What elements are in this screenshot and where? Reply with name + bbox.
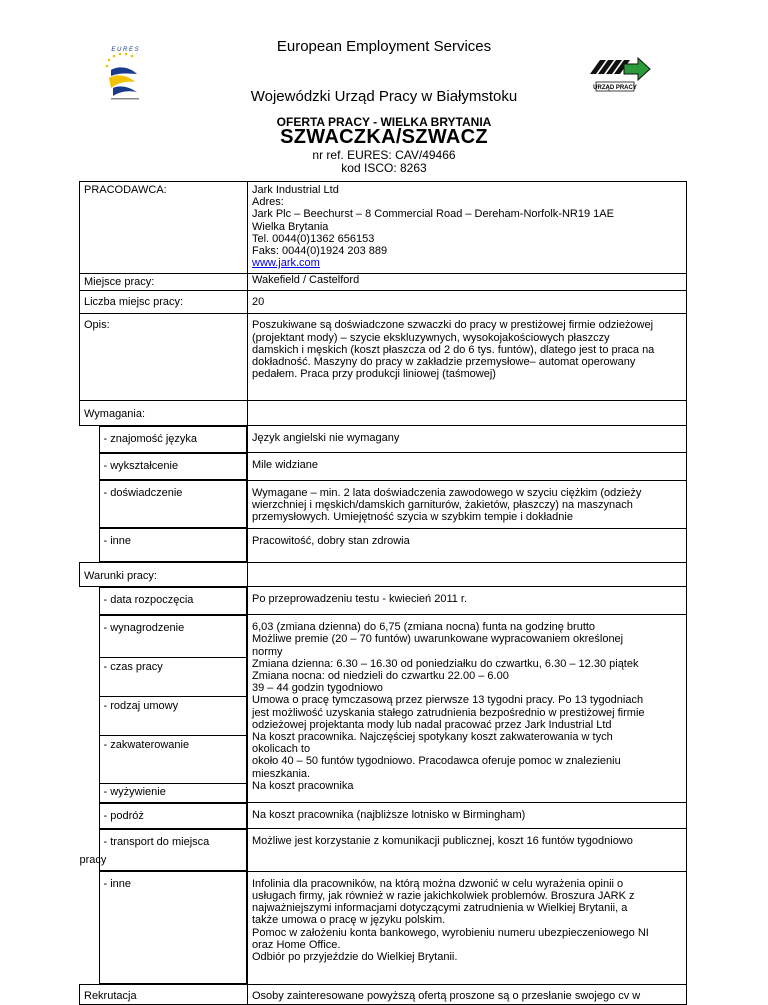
employer-label: PRACODAWCA: (84, 184, 167, 196)
req-experience-value (248, 480, 687, 528)
cond-other-line: usługach firmy, jak również w razie jakichkolwiek problemów. Broszura JARK z (252, 889, 635, 902)
cond-transport-label-2: pracy (79, 854, 107, 867)
positions-row (80, 291, 687, 314)
req-experience-row (80, 480, 687, 528)
cond-group-row (80, 615, 687, 803)
eures-ref: nr ref. EURES: CAV/49466 (312, 148, 456, 162)
cond-food-label: - wyżywienie (99, 784, 248, 803)
requirements-label: Wymagania: (80, 401, 248, 425)
isco-code: kod ISCO: 8263 (341, 161, 427, 175)
req-other-row (80, 528, 687, 563)
cond-line: 39 – 44 godzin tygodniowo (252, 682, 383, 695)
cond-line: Możliwe premie (20 – 70 funtów) uwarunkowane wypracowaniem określonej (252, 633, 624, 646)
employer-website-link[interactable]: www.jark.com (252, 257, 320, 270)
req-other-label: - inne (99, 528, 248, 562)
job-title: SZWACZKA/SZWACZ (280, 126, 488, 148)
description-line: Poszukiwane są doświadczone szwaczki do pracy w prestiżowej firmie odzieżowej (252, 319, 654, 332)
reference-block (0, 149, 768, 175)
employer-row (80, 182, 687, 274)
cond-hours-label: - czas pracy (99, 658, 248, 697)
cond-transport-label (79, 829, 248, 871)
cond-line: Na koszt pracownika. Najczęściej spotykany koszt zakwaterowania w tych (252, 730, 613, 743)
office-name: Wojewódzki Urząd Pracy w Białymstoku (250, 88, 518, 105)
cond-line: Zmiana nocna: od niedzieli do czwartku 22.00 – 6.00 (252, 669, 509, 682)
cond-transport-label-1: - transport do miejsca (103, 835, 210, 848)
offer-table (79, 181, 687, 1005)
cond-other-line: oraz Home Office. (252, 938, 341, 951)
cond-line: Umowa o pracę tymczasową przez pierwsze 13 tygodni pracy. Po 13 tygodniach (252, 694, 644, 707)
cond-other-line: najważniejszymi informacjami dotyczącymi zatrudnienia w Wielkiej Brytanii, a (252, 902, 628, 915)
cond-accommodation-label: - zakwaterowanie (99, 736, 248, 784)
positions-value: 20 (248, 291, 687, 314)
cond-transport-value: Możliwe jest korzystanie z komunikacji publicznej, koszt 16 funtów tygodniowo (248, 829, 687, 871)
header-title: European Employment Services (276, 38, 492, 55)
cond-line: jest możliwość uzyskania stałego zatrudnienia bezpośrednio w prestiżowej firmie (252, 706, 645, 719)
description-value (248, 314, 687, 401)
urzad-pracy-logo-text: URZĄD PRACY (593, 85, 637, 91)
req-experience-label-cell (80, 480, 248, 528)
workplace-label: Miejsce pracy: (80, 274, 248, 291)
cond-line: normy (252, 645, 283, 658)
cond-line: 6,03 (zmiana dzienna) do 6,75 (zmiana nocna) funta na godzinę brutto (252, 621, 596, 634)
cond-travel-label: - podróż (99, 803, 248, 829)
cond-other-line: Pomoc w założeniu konta bankowego, wyrobieniu numeru ubezpieczeniowego NI (252, 926, 649, 939)
cond-travel-value: Na koszt pracownika (najbliższe lotnisko w Birmingham) (248, 803, 687, 829)
employer-name: Jark Industrial Ltd (252, 184, 339, 196)
positions-label: Liczba miejsc pracy: (80, 291, 248, 314)
cond-line: mieszkania. (252, 767, 311, 780)
recruitment-value: Osoby zainteresowane powyższą ofertą proszone są o przesłanie swojego cv w (248, 985, 687, 1005)
req-education-row (80, 453, 687, 480)
cond-other-line: Infolinia dla pracowników, na którą można dzwonić w celu wyrażenia opinii o (252, 877, 624, 890)
req-other-value: Pracowitość, dobry stan zdrowia (248, 528, 687, 563)
employer-address: Jark Plc – Beechurst – 8 Commercial Road – Dereham-Norfolk-NR19 1AE (252, 208, 614, 221)
cond-line: okolicach to (252, 743, 311, 756)
req-education-value: Mile widziane (248, 453, 687, 480)
req-education-label-cell (80, 453, 248, 480)
cond-line: Na koszt pracownika (252, 779, 354, 792)
cond-start-label-cell (80, 587, 248, 615)
workplace-row (80, 274, 687, 291)
cond-line: około 40 – 50 funtów tygodniowo. Pracodawca oferuje pomoc w znalezieniu (252, 755, 621, 768)
description-line: dokładność. Maszyny do pracy w zakładzie przemysłowe– automat operowany (252, 356, 636, 369)
cond-other-value (248, 871, 687, 985)
cond-start-value: Po przeprowadzeniu testu - kwiecień 2011 r. (248, 587, 687, 615)
cond-line: odzieżowej projektanta mody lub nadal pracować przez Jark Industrial Ltd (252, 718, 612, 731)
conditions-header-empty (248, 563, 687, 587)
cond-other-label-cell (80, 871, 248, 985)
employer-fax: Faks: 0044(0)1924 203 889 (252, 245, 388, 258)
recruitment-row (80, 985, 687, 1005)
cond-transport-row (80, 829, 687, 871)
cond-travel-row (80, 803, 687, 829)
employer-label-cell (80, 182, 248, 274)
req-language-value: Język angielski nie wymagany (248, 425, 687, 453)
conditions-header-row (80, 563, 687, 587)
req-language-row (80, 425, 687, 453)
req-language-label: - znajomość języka (99, 426, 248, 453)
req-education-label: - wykształcenie (99, 453, 248, 480)
address-label: Adres: (252, 196, 284, 209)
cond-group-labels (80, 615, 248, 803)
recruitment-label: Rekrutacja (80, 985, 248, 1005)
description-row (80, 314, 687, 401)
cond-other-row (80, 871, 687, 985)
cond-start-row (80, 587, 687, 615)
cond-travel-label-cell (80, 803, 248, 829)
employer-country: Wielka Brytania (252, 220, 329, 233)
requirements-header-row (80, 401, 687, 425)
employer-value-cell (248, 182, 687, 274)
conditions-label: Warunki pracy: (80, 563, 248, 587)
eures-logo-text: E U R E S (111, 47, 139, 53)
cond-other-line: Odbiór po przyjeździe do Wielkiej Brytanii. (252, 950, 458, 963)
req-experience-label: - doświadczenie (99, 480, 248, 528)
cond-contract-label: - rodzaj umowy (99, 697, 248, 736)
employer-tel: Tel. 0044(0)1362 656153 (252, 232, 375, 245)
cond-other-label: - inne (99, 871, 248, 984)
workplace-value: Wakefield / Castelford (248, 274, 687, 291)
cond-start-label: - data rozpoczęcia (99, 587, 248, 614)
requirements-header-empty (248, 401, 687, 425)
description-line: pedałem. Praca przy produkcji liniowej (taśmowej) (252, 368, 496, 381)
req-other-label-cell (80, 528, 248, 563)
cond-transport-label-cell (80, 829, 248, 871)
req-experience-line: Wymagane – min. 2 lata doświadczenia zawodowego w szyciu ciężkim (odzieży (252, 486, 642, 499)
offer-type: OFERTA PRACY - WIELKA BRYTANIA (276, 115, 492, 129)
req-experience-line: wierzchniej i męskich/damskich garniturów, żakietów, płaszczy) na maszynach (252, 498, 633, 511)
req-experience-line: przemysłowych. Umiejętność szycia w szybkim tempie i dokładnie (252, 510, 573, 523)
cond-salary-label: - wynagrodzenie (99, 615, 248, 658)
description-line: (projektant mody) – szycie ekskluzywnych, wysokojakościowych płaszczy (252, 331, 610, 344)
cond-group-value (248, 615, 687, 803)
cond-other-line: także umowa o pracę w języku polskim. (252, 914, 446, 927)
description-line: damskich i męskich (koszt płaszcza od 2 do 6 tys. funtów), dlatego jest to praca na (252, 343, 655, 356)
req-language-label-cell (80, 425, 248, 453)
description-label: Opis: (80, 314, 248, 401)
cond-line: Zmiana dzienna: 6.30 – 16.30 od poniedziałku do czwartku, 6.30 – 12.30 piątek (252, 657, 639, 670)
